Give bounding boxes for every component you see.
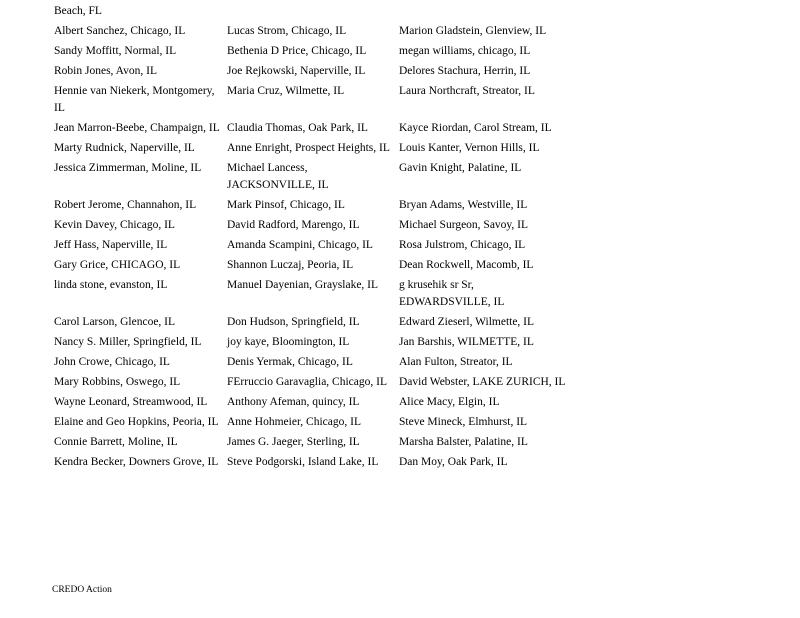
signer-cell	[396, 0, 566, 23]
signer-cell: Beach, FL	[54, 5, 102, 17]
signer-row	[51, 454, 566, 474]
signer-cell: Marion Gladstein, Glenview, IL	[399, 25, 547, 37]
signer-cell: Alice Macy, Elgin, IL	[399, 396, 500, 408]
signer-cell: Jan Barshis, WILMETTE, IL	[399, 336, 534, 348]
signer-cell: Dan Moy, Oak Park, IL	[399, 456, 508, 468]
signer-row	[51, 83, 566, 120]
signer-cell: Gavin Knight, Palatine, IL	[399, 162, 522, 174]
signer-cell: g krusehik sr Sr, EDWARDSVILLE, IL	[399, 279, 505, 308]
signer-cell: Anne Enright, Prospect Heights, IL	[227, 142, 390, 154]
signer-row	[51, 374, 566, 394]
signer-cell: megan williams, chicago, IL	[399, 45, 531, 57]
signer-cell: Jessica Zimmerman, Moline, IL	[54, 162, 202, 174]
signer-row	[51, 23, 566, 43]
signer-cell: Edward Zieserl, Wilmette, IL	[399, 316, 535, 328]
signer-cell: Steve Podgorski, Island Lake, IL	[227, 456, 379, 468]
signer-row	[51, 354, 566, 374]
signer-row	[51, 257, 566, 277]
signer-cell: Manuel Dayenian, Grayslake, IL	[227, 279, 379, 291]
signer-cell: Marsha Balster, Palatine, IL	[399, 436, 528, 448]
signer-row	[51, 120, 566, 140]
signer-row	[51, 0, 566, 23]
signer-cell: Elaine and Geo Hopkins, Peoria, IL	[54, 416, 219, 428]
signer-cell: FErruccio Garavaglia, Chicago, IL	[227, 376, 387, 388]
signer-row	[51, 217, 566, 237]
signer-cell: Bryan Adams, Westville, IL	[399, 199, 528, 211]
signer-cell: Laura Northcraft, Streator, IL	[399, 85, 535, 97]
signer-cell: Wayne Leonard, Streamwood, IL	[54, 396, 208, 408]
signer-cell: Dean Rockwell, Macomb, IL	[399, 259, 534, 271]
signer-cell: Jeff Hass, Naperville, IL	[54, 239, 168, 251]
signer-cell: Anne Hohmeier, Chicago, IL	[227, 416, 361, 428]
signer-cell: Michael Surgeon, Savoy, IL	[399, 219, 529, 231]
signer-cell: Carol Larson, Glencoe, IL	[54, 316, 176, 328]
signer-row	[51, 414, 566, 434]
signer-row	[51, 314, 566, 334]
signer-cell: Nancy S. Miller, Springfield, IL	[54, 336, 202, 348]
signer-cell: Maria Cruz, Wilmette, IL	[227, 85, 345, 97]
signer-cell: Steve Mineck, Elmhurst, IL	[399, 416, 528, 428]
signer-row	[51, 160, 566, 197]
signer-cell: Robert Jerome, Channahon, IL	[54, 199, 197, 211]
signer-row	[51, 394, 566, 414]
signer-cell: Shannon Luczaj, Peoria, IL	[227, 259, 354, 271]
signer-row	[51, 334, 566, 354]
signer-row	[51, 140, 566, 160]
signer-cell: Marty Rudnick, Naperville, IL	[54, 142, 195, 154]
signer-cell: David Radford, Marengo, IL	[227, 219, 360, 231]
signer-cell: Kendra Becker, Downers Grove, IL	[54, 456, 219, 468]
signer-cell: joy kaye, Bloomington, IL	[227, 336, 350, 348]
signer-cell: James G. Jaeger, Sterling, IL	[227, 436, 360, 448]
signer-cell	[224, 0, 396, 23]
signer-cell: Delores Stachura, Herrin, IL	[399, 65, 531, 77]
signer-cell: Kayce Riordan, Carol Stream, IL	[399, 122, 552, 134]
signer-cell: Connie Barrett, Moline, IL	[54, 436, 178, 448]
signer-cell: Mary Robbins, Oswego, IL	[54, 376, 181, 388]
signer-row	[51, 63, 566, 83]
signer-cell: Albert Sanchez, Chicago, IL	[54, 25, 186, 37]
signer-cell: Mark Pinsof, Chicago, IL	[227, 199, 345, 211]
signer-cell: Lucas Strom, Chicago, IL	[227, 25, 347, 37]
signer-cell: David Webster, LAKE ZURICH, IL	[399, 376, 566, 388]
signer-row	[51, 434, 566, 454]
signer-cell: Denis Yermak, Chicago, IL	[227, 356, 353, 368]
footer-label: CREDO Action	[52, 585, 112, 595]
signer-row	[51, 237, 566, 257]
signer-cell: Michael Lancess, JACKSONVILLE, IL	[227, 162, 329, 191]
signer-row	[51, 197, 566, 217]
signer-cell: Bethenia D Price, Chicago, IL	[227, 45, 367, 57]
signer-cell: Claudia Thomas, Oak Park, IL	[227, 122, 368, 134]
signer-cell: Robin Jones, Avon, IL	[54, 65, 157, 77]
signer-table-body	[51, 0, 566, 474]
signer-cell: Anthony Afeman, quincy, IL	[227, 396, 360, 408]
signer-cell: Amanda Scampini, Chicago, IL	[227, 239, 373, 251]
signer-cell: Rosa Julstrom, Chicago, IL	[399, 239, 526, 251]
signer-cell: Joe Rejkowski, Naperville, IL	[227, 65, 366, 77]
signer-cell: Louis Kanter, Vernon Hills, IL	[399, 142, 540, 154]
signer-cell: linda stone, evanston, IL	[54, 279, 168, 291]
signer-cell: Alan Fulton, Streator, IL	[399, 356, 513, 368]
signer-row	[51, 43, 566, 63]
signer-cell: Sandy Moffitt, Normal, IL	[54, 45, 177, 57]
signer-row	[51, 277, 566, 314]
signer-cell: Don Hudson, Springfield, IL	[227, 316, 360, 328]
signer-cell: Gary Grice, CHICAGO, IL	[54, 259, 181, 271]
signer-cell: Hennie van Niekerk, Montgomery, IL	[54, 85, 215, 114]
signer-cell: John Crowe, Chicago, IL	[54, 356, 170, 368]
signer-table	[51, 0, 566, 474]
signer-cell: Jean Marron-Beebe, Champaign, IL	[54, 122, 220, 134]
signer-cell: Kevin Davey, Chicago, IL	[54, 219, 175, 231]
